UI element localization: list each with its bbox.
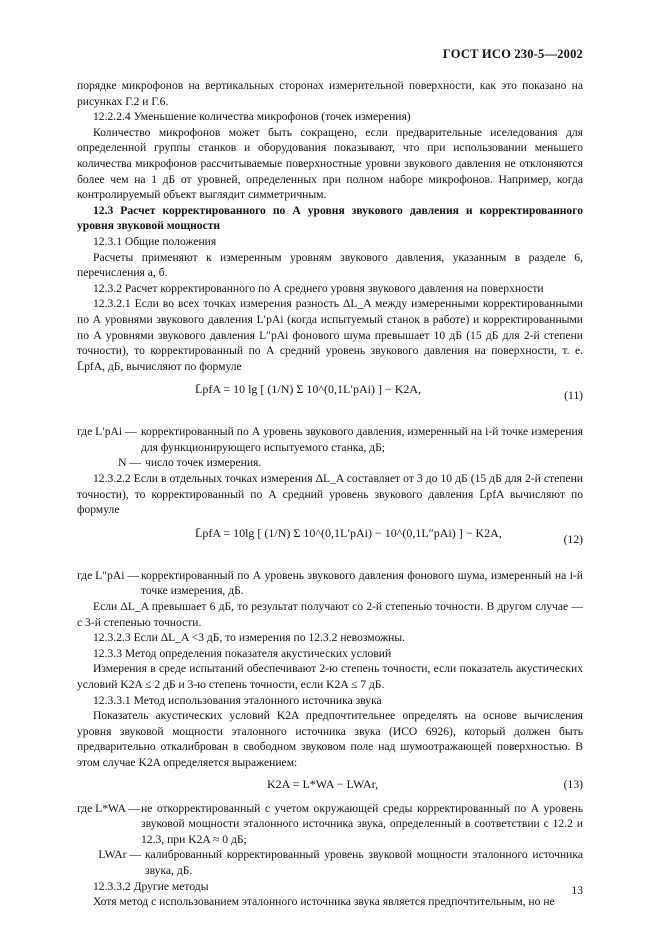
paragraph: 12.3.2.3 Если ΔL_A <3 дБ, то измерения по 12.3.2 невозможны. — [93, 631, 406, 645]
definition-symbol: где L′pAi — — [77, 425, 137, 439]
section-heading: 12.3 Расчет корректированного по А уровня звукового давления и корректированного уровня звуковой мощности — [77, 203, 583, 233]
paragraph: 12.3.2.1 Если во всех точках измерения разность ΔL_A между измеренными корректированными по А уровнями звукового давления L′pAi (когда испытуемый станок в работе) и корректированными по А уровнями звукового давления L″pAi фонового шума превышает 10 дБ (15 дБ для 2-й степени точности), то корректированный по А средний уровень звукового давления на поверхности, т. е. L̄pfA, дБ, вычисляют по формуле — [77, 297, 583, 373]
definition-text: не откорректированный с учетом окружающей среды корректированный по А уровень звуковой мощности эталонного источника звука, определенный в соответствии с 12.2 и 12.3, при K2A ≈ 0 дБ; — [141, 801, 583, 846]
formula-13 — [77, 771, 583, 801]
formula-expression: L̄pfA = 10lg [ (1/N) Σ 10^(0,1L′pAi) − 10^(0,1L″pAi) ] − K2A, — [195, 525, 502, 540]
formula-expression: K2A = L*WA − LWAr, — [267, 776, 379, 791]
paragraph: Показатель акустических условий K2A предпочтительнее определять на основе вычисления уровня звуковой мощности эталонного источника звука (ИСО 6926), который должен быть предварительно откалиброван в свободном звуковом поле над шумоотражающей поверхностью. В этом случае K2A определяется выражением: — [77, 709, 583, 769]
paragraph: Хотя метод с использованием эталонного источника звука является предпочтительным, но не — [93, 895, 555, 909]
definition-text: корректированный по А уровень звукового давления фонового шума, измеренный на i-й точке измерения, дБ. — [141, 568, 583, 598]
section-heading: 12.3.1 Общие положения — [93, 234, 217, 248]
section-heading: 12.2.2.4 Уменьшение количества микрофонов (точек измерения) — [93, 110, 411, 124]
definition-text: калиброванный корректированный уровень звуковой мощности эталонного источника звука, дБ. — [145, 848, 583, 877]
paragraph: Измерения в среде испытаний обеспечивают 2-ю степень точности, если показатель акустических условий K2A ≤ 2 дБ и 3-ю степень точности, если K2A ≤ 7 дБ. — [77, 662, 583, 691]
paragraph: 12.3.2.2 Если в отдельных точках измерения ΔL_A составляет от 3 до 10 дБ (15 дБ для 2-й степени точности), то корректированный по А средний уровень звукового давления L̄pfA вычисляют по формуле — [77, 472, 583, 517]
definition-row — [77, 455, 583, 471]
definition-symbol: где L*WA — — [77, 801, 140, 815]
page-number: 13 — [571, 884, 583, 897]
definition-symbol: где L″pAi — — [77, 568, 139, 582]
document-body — [77, 78, 583, 910]
paragraph: Расчеты применяют к измеренным уровням звукового давления, указанным в разделе 6, перечисления а, б. — [77, 250, 583, 280]
definition-symbol: N — — [118, 456, 141, 470]
section-heading: 12.3.3.2 Другие методы — [93, 879, 209, 893]
definition-text: число точек измерения. — [145, 456, 262, 470]
formula-number: (13) — [563, 777, 583, 791]
standard-header: ГОСТ ИСО 230-5—2002 — [442, 47, 583, 61]
paragraph: порядке микрофонов на вертикальных сторонах измерительной поверхности, как это показано на рисунках Г.2 и Г.6. — [77, 79, 583, 108]
definition-row — [77, 568, 583, 599]
formula-12 — [77, 518, 583, 568]
section-heading: 12.3.2 Расчет корректированного по А среднего уровня звукового давления на поверхности — [93, 281, 544, 295]
section-heading: 12.3.3.1 Метод использования эталонного источника звука — [93, 693, 382, 707]
definition-row — [77, 847, 583, 878]
definition-row — [77, 424, 583, 455]
formula-number: (12) — [563, 532, 583, 546]
formula-expression: L̄pfA = 10 lg [ (1/N) Σ 10^(0,1L′pAi) ] − K2A, — [195, 382, 422, 397]
formula-number: (11) — [564, 389, 583, 403]
definition-symbol: LWAr — — [98, 848, 141, 862]
paragraph: Если ΔL_A превышает 6 дБ, то результат получают со 2-й степенью точности. В другом случае — с 3-й степенью точности. — [77, 600, 583, 629]
section-heading: 12.3.3 Метод определения показателя акустических условий — [93, 646, 392, 660]
paragraph: Количество микрофонов может быть сокращено, если предварительные иселедования для определенной группы станков и оборудования показывают, что при использовании меньшего количества микрофонов рассчитываемые поверхностные уровни звукового давления не отклоняются более чем на 1 дБ от уровней, определенных при полном наборе микрофонов. Например, когда контролируемый объект выглядит симметричным. — [77, 125, 583, 202]
definition-row — [77, 801, 583, 848]
definition-text: корректированный по А уровень звукового давления, измеренный на i-й точке измерения для функционирующего испытуемого станка, дБ; — [141, 425, 583, 454]
formula-11 — [77, 374, 583, 424]
